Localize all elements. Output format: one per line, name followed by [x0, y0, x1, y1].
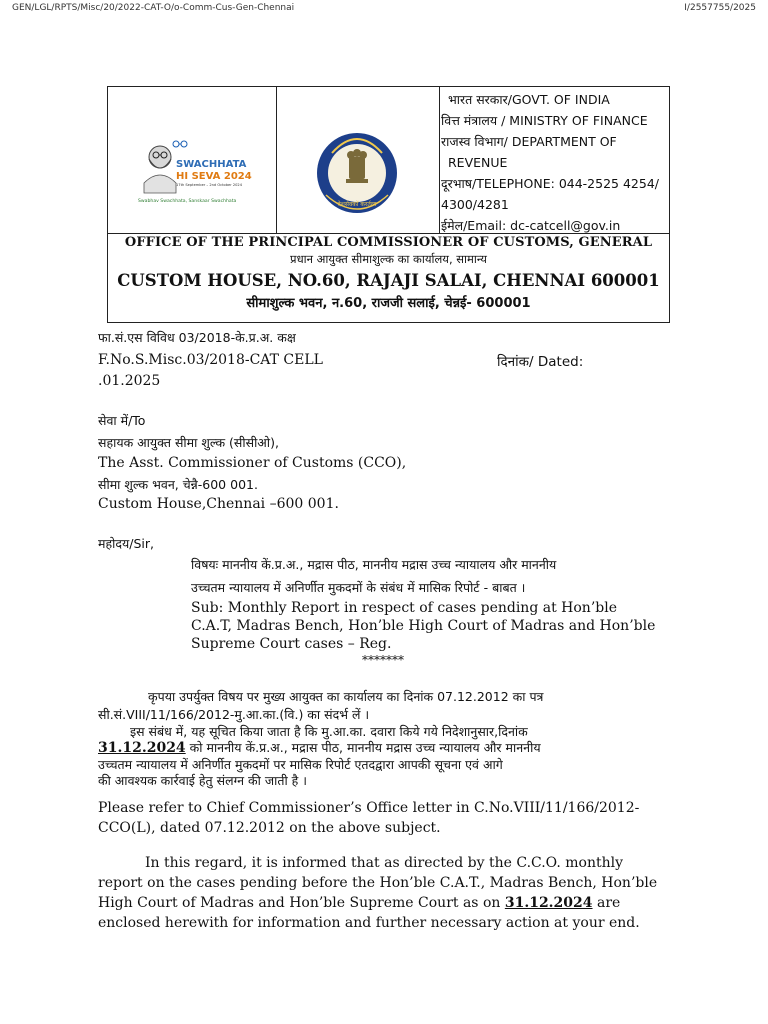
campaign-title-line1: SWACHHATA [176, 159, 247, 170]
campaign-tagline: Swabhav Swachhata, Sanskaar Swachhata [138, 199, 237, 204]
campaign-logo-cell [108, 87, 277, 233]
letterhead-top-row [108, 87, 669, 234]
address-ministry: वित्त मंत्रालय / MINISTRY OF FINANCE [441, 113, 648, 128]
addressee-line1: सहायक आयुक्त सीमा शुल्क (सीसीओ), [98, 435, 279, 450]
letterhead-office-block [108, 233, 669, 323]
body-en-p2-line3 [98, 895, 620, 911]
address-telephone: दूरभाष/TELEPHONE: 044-2525 4254/ [441, 176, 659, 191]
spectacles-icon [173, 141, 187, 147]
office-name-hi: प्रधान आयुक्त सीमाशुल्क का कार्यालय, सामान्य [290, 252, 487, 266]
customs-emblem-logo [276, 87, 439, 233]
office-name-en: OFFICE OF THE PRINCIPAL COMMISSIONER OF CUSTOMS, GENERAL [124, 235, 653, 250]
body-en-p2-line4: enclosed herewith for information and further necessary action at your end. [98, 915, 640, 931]
body-en-p2-line3-post: are [592, 895, 621, 911]
custom-house-address-hi: सीमाशुल्क भवन, न.60, राजजी सलाई, चेन्नई- 600001 [246, 296, 531, 311]
body-en-p1-line2: CCO(L), dated 07.12.2012 on the above subject. [98, 820, 441, 836]
file-number-en: F.No.S.Misc.03/2018-CAT CELL [98, 352, 323, 368]
addressee-line2: The Asst. Commissioner of Customs (CCO), [98, 455, 407, 471]
body-en-p2-line2: report on the cases pending before the Hon’ble C.A.T., Madras Bench, Hon’ble [98, 875, 658, 891]
addressee-line3: सीमा शुल्क भवन, चेन्नै-600 001. [98, 477, 258, 492]
body-en-p2-line1: In this regard, it is informed that as directed by the C.C.O. monthly [145, 855, 623, 871]
file-number-hi: फा.सं.एस विविध 03/2018-के.प्र.अ. कक्ष [98, 330, 296, 345]
office-address-block [439, 87, 671, 233]
emblem-motto: देशसेवकों करर्तव्य [337, 201, 377, 208]
swachhata-campaign-logo [108, 87, 276, 233]
page-header-doc-id: I/2557755/2025 [684, 3, 756, 13]
address-telephone-cont: 4300/4281 [441, 197, 509, 212]
body-hi-date: 31.12.2024 [98, 740, 186, 756]
salutation: महोदय/Sir, [98, 536, 154, 551]
custom-house-address-en: CUSTOM HOUSE, NO.60, RAJAJI SALAI, CHENNAI 600001 [117, 271, 660, 290]
address-revenue: REVENUE [448, 155, 508, 170]
subject-hi-line1: विषयः माननीय कें.प्र.अ., मद्रास पीठ, माननीय मद्रास उच्च न्यायालय और माननीय [191, 557, 557, 572]
addressee-line4: Custom House,Chennai –600 001. [98, 496, 339, 512]
gandhi-portrait-icon [144, 146, 176, 193]
emblem-logo-cell [276, 87, 440, 233]
dated-label: दिनांक/ Dated: [497, 354, 584, 370]
body-hi-p1-line1: कृपया उपर्युक्त विषय पर मुख्य आयुक्त का कार्यालय का दिनांक 07.12.2012 का पत्र [148, 689, 544, 704]
body-hi-p2-line2 [98, 739, 541, 756]
body-hi-p2-line4: की आवश्यक कार्रवाई हेतु संलग्न की जाती है । [98, 773, 308, 788]
address-govt: भारत सरकार/GOVT. OF INDIA [448, 92, 610, 107]
campaign-dates: 17th September – 2nd October 2024 [176, 183, 243, 187]
letterhead [107, 86, 670, 323]
subject-hi-line2: उच्चतम न्यायालय में अनिर्णीत मुकदमों के संबंध में मासिक रिपोर्ट - बाबत । [191, 580, 526, 595]
body-en-date: 31.12.2024 [504, 895, 593, 911]
address-department: राजस्व विभाग/ DEPARTMENT OF [441, 134, 617, 149]
body-hi-p2-line2-rest: को माननीय कें.प्र.अ., मद्रास पीठ, माननीय मद्रास उच्च न्यायालय और माननीय [185, 740, 541, 755]
ashoka-emblem-icon [346, 149, 368, 183]
subject-en-line2: C.A.T, Madras Bench, Hon’ble High Court of Madras and Hon’ble [191, 618, 656, 634]
body-en-p2-line3-pre: High Court of Madras and Hon’ble Supreme Court as on [98, 895, 505, 911]
subject-en-line1: Sub: Monthly Report in respect of cases pending at Hon’ble [191, 600, 617, 616]
subject-separator: ******* [362, 653, 404, 667]
body-hi-p1-line2: सी.सं.VIII/11/166/2012-मु.आ.का.(वि.) का संदर्भ लें । [98, 707, 370, 722]
letter-date: .01.2025 [98, 373, 161, 389]
subject-en-line3: Supreme Court cases – Reg. [191, 636, 392, 652]
campaign-title-line2: HI SEVA 2024 [176, 171, 252, 182]
to-label: सेवा में/To [98, 413, 146, 428]
body-hi-p2-line3: उच्चतम न्यायालय में अनिर्णीत मुकदमों पर मासिक रिपोर्ट एतदद्वारा आपकी सूचना एवं आगे [98, 757, 503, 772]
body-en-p1-line1: Please refer to Chief Commissioner’s Office letter in C.No.VIII/11/166/2012- [98, 800, 640, 816]
address-email: ईमेल/Email: dc-catcell@gov.in [441, 218, 621, 233]
page-header-ref: GEN/LGL/RPTS/Misc/20/2022-CAT-O/o-Comm-Cus-Gen-Chennai [12, 3, 295, 13]
body-hi-p2-line1: इस संबंध में, यह सूचित किया जाता है कि मु.आ.का. दवारा किये गये निदेशानुसार,दिनांक [130, 724, 528, 739]
